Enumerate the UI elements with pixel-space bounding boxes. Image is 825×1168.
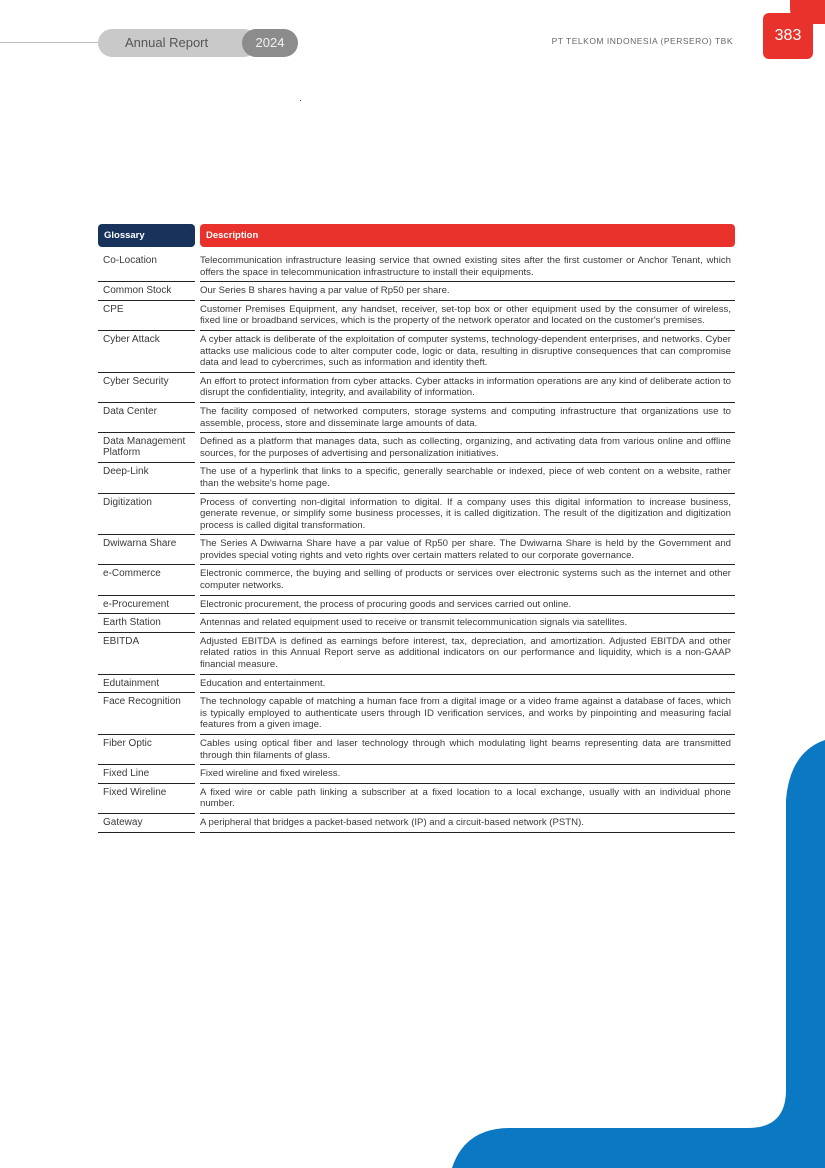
table-row	[98, 568, 735, 595]
table-row	[98, 738, 735, 765]
table-row	[98, 636, 735, 675]
table-row	[98, 678, 735, 694]
glossary-description: Education and entertainment.	[200, 678, 735, 694]
column-header-description: Description	[200, 224, 735, 247]
glossary-term: Cyber Security	[98, 376, 195, 403]
table-row	[98, 538, 735, 565]
glossary-term: Earth Station	[98, 617, 195, 633]
glossary-term: Co-Location	[98, 255, 195, 282]
table-row	[98, 406, 735, 433]
glossary-description: The use of a hyperlink that links to a specific, generally searchable or indexed, piece of web content on a website, rather than the website's home page.	[200, 466, 735, 493]
glossary-description: Defined as a platform that manages data, such as collecting, organizing, and activating data from various online and offline sources, for the purposes of advertising and personalization initiatives.	[200, 436, 735, 463]
header-rule	[0, 42, 100, 43]
table-body	[98, 255, 735, 833]
table-row	[98, 304, 735, 331]
table-row	[98, 696, 735, 735]
glossary-description: Adjusted EBITDA is defined as earnings before interest, tax, depreciation, and amortization. Adjusted EBITDA and other related ratios in this Annual Report serve as additional indicators on our performance and liquidity, which is a non-GAAP financial measure.	[200, 636, 735, 675]
table-row	[98, 787, 735, 814]
glossary-term: Face Recognition	[98, 696, 195, 735]
table-row	[98, 466, 735, 493]
table-row	[98, 376, 735, 403]
glossary-description: Telecommunication infrastructure leasing service that owned existing sites after the first customer or Anchor Tenant, which offers the space in telecommunication infrastructure to install their equipments.	[200, 255, 735, 282]
glossary-description: A cyber attack is deliberate of the exploitation of computer systems, technology-dependent enterprises, and networks. Cyber attacks use malicious code to alter computer code, logic or data, resulting in disruptive consequences that can compromise data and lead to cybercrimes, such as information and identity theft.	[200, 334, 735, 373]
glossary-description: Fixed wireline and fixed wireless.	[200, 768, 735, 784]
table-row	[98, 255, 735, 282]
glossary-description: A fixed wire or cable path linking a subscriber at a fixed location to a local exchange, usually with an individual phone number.	[200, 787, 735, 814]
glossary-term: CPE	[98, 304, 195, 331]
table-row	[98, 617, 735, 633]
table-row	[98, 497, 735, 536]
glossary-description: Process of converting non-digital information to digital. If a company uses this digital information to increase business, generate revenue, or simplify some business processes, it is called digitization. The result of the digitization and digitization process is called digital transformation.	[200, 497, 735, 536]
stray-dot	[300, 100, 301, 101]
company-name: PT TELKOM INDONESIA (PERSERO) TBK	[551, 36, 733, 46]
glossary-table	[98, 224, 735, 836]
glossary-term: Data Center	[98, 406, 195, 433]
table-row	[98, 768, 735, 784]
glossary-term: Edutainment	[98, 678, 195, 694]
page-number: 383	[763, 13, 813, 59]
glossary-term: Dwiwarna Share	[98, 538, 195, 565]
table-row	[98, 334, 735, 373]
table-row	[98, 436, 735, 463]
table-row	[98, 285, 735, 301]
glossary-description: The Series A Dwiwarna Share have a par value of Rp50 per share. The Dwiwarna Share is held by the Government and provides special voting rights and veto rights over certain matters related to our corporate governance.	[200, 538, 735, 565]
glossary-description: A peripheral that bridges a packet-based network (IP) and a circuit-based network (PSTN).	[200, 817, 735, 833]
glossary-description: The technology capable of matching a human face from a digital image or a video frame against a database of faces, which is typically employed to authenticate users through ID verification services, and works by pinpointing and measuring facial features from a given image.	[200, 696, 735, 735]
glossary-description: Cables using optical fiber and laser technology through which modulating light beams representing data are transmitted through thin filaments of glass.	[200, 738, 735, 765]
annual-report-label: Annual Report	[98, 29, 258, 57]
glossary-description: Electronic commerce, the buying and selling of products or services over electronic systems such as the internet and other computer networks.	[200, 568, 735, 595]
glossary-term: Deep-Link	[98, 466, 195, 493]
column-header-glossary: Glossary	[98, 224, 195, 247]
glossary-term: Fiber Optic	[98, 738, 195, 765]
glossary-term: Data Management Platform	[98, 436, 195, 463]
glossary-description: An effort to protect information from cyber attacks. Cyber attacks in information operations are any kind of deliberate action to disrupt the confidentiality, integrity, and availability of information.	[200, 376, 735, 403]
glossary-term: Digitization	[98, 497, 195, 536]
glossary-description: Electronic procurement, the process of procuring goods and services carried out online.	[200, 599, 735, 615]
glossary-term: e-Commerce	[98, 568, 195, 595]
glossary-term: Fixed Line	[98, 768, 195, 784]
table-header	[98, 224, 735, 247]
glossary-term: EBITDA	[98, 636, 195, 675]
glossary-description: The facility composed of networked computers, storage systems and computing infrastructure that organizations use to assemble, process, store and disseminate large amounts of data.	[200, 406, 735, 433]
glossary-description: Our Series B shares having a par value of Rp50 per share.	[200, 285, 735, 301]
glossary-description: Antennas and related equipment used to receive or transmit telecommunication signals via satellites.	[200, 617, 735, 633]
table-row	[98, 817, 735, 833]
glossary-term: Common Stock	[98, 285, 195, 301]
glossary-term: Gateway	[98, 817, 195, 833]
glossary-term: Cyber Attack	[98, 334, 195, 373]
glossary-term: e-Procurement	[98, 599, 195, 615]
glossary-term: Fixed Wireline	[98, 787, 195, 814]
report-year: 2024	[242, 29, 298, 57]
table-row	[98, 599, 735, 615]
glossary-description: Customer Premises Equipment, any handset, receiver, set-top box or other equipment used by the consumer of wireless, fixed line or broadband services, which is the property of the network operator and located on the customer's premises.	[200, 304, 735, 331]
